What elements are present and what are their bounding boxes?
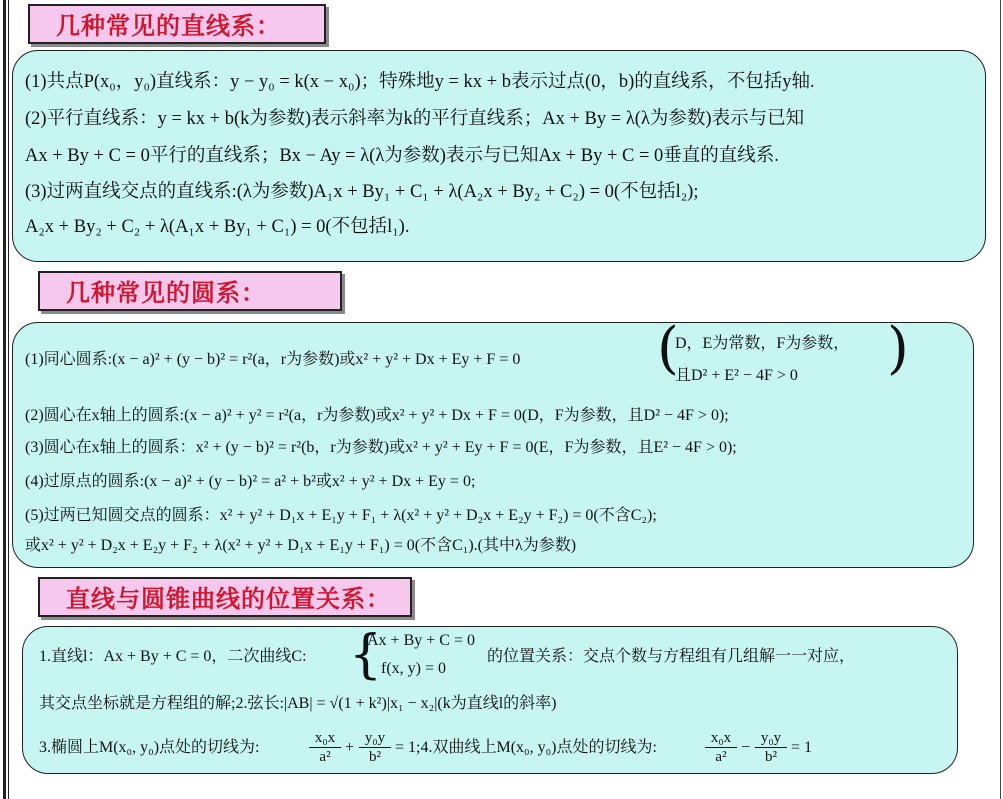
left-paren-bracket: ( bbox=[657, 316, 679, 381]
fraction-x0x-a2-hyperbola: x₀x a² bbox=[705, 729, 737, 766]
fraction-y0y-b2-hyperbola: y₀y b² bbox=[755, 729, 787, 766]
page-right-border bbox=[1000, 0, 1001, 799]
page-left-border bbox=[3, 0, 6, 799]
minus-sign: − bbox=[741, 739, 751, 756]
circle-system-item-3: (3)圆心在x轴上的圆系：x² + (y − b)² = r²(b，r为参数)或x² + y² + Ey + F = 0(E，F为参数，且E² − 4F > 0); bbox=[25, 439, 737, 456]
circle-system-item-5: (5)过两已知圆交点的圆系：x² + y² + D₁x + E₁y + F₁ + λ(x² + y² + D₂x + E₂y + F₂) = 0(不含C₂); bbox=[25, 507, 657, 524]
hyperbola-equals-one: = 1 bbox=[791, 739, 813, 756]
circle-system-item-5-cont: 或x² + y² + D₂x + E₂y + F₂ + λ(x² + y² + D₁x + E₁y + F₁) = 0(不含C₁).(其中λ为参数) bbox=[25, 537, 577, 554]
section-title-line-systems: 几种常见的直线系： bbox=[28, 4, 326, 44]
circle-system-item-1-cond-a: D，E为常数，F为参数， bbox=[675, 335, 850, 352]
conic-item-2-chord: 其交点坐标就是方程组的解;2.弦长:|AB| = √(1 + k²)|x₁ − x₂|(k为直线l的斜率) bbox=[39, 695, 557, 712]
circle-system-item-1-cond-b: 且D² + E² − 4F > 0 bbox=[675, 367, 798, 384]
circle-system-item-2: (2)圆心在x轴上的圆系:(x − a)² + y² = r²(a，r为参数)或x² + y² + Dx + F = 0(D，F为参数，且D² − 4F > 0); bbox=[25, 407, 729, 424]
section-title-circle-systems: 几种常见的圆系： bbox=[38, 271, 342, 311]
line-system-item-1: (1)共点P(x₀，y₀)直线系：y − y₀ = k(x − x₀)；特殊地y = kx + b表示过点(0，b)的直线系，不包括y轴. bbox=[25, 72, 815, 92]
circle-system-item-4: (4)过原点的圆系:(x − a)² + (y − b)² = a² + b²或x² + y² + Dx + Ey = 0; bbox=[25, 473, 476, 490]
line-system-item-2-cont: Ax + By + C = 0平行的直线系；Bx − Ay = λ(λ为参数)表示与已知Ax + By + C = 0垂直的直线系. bbox=[25, 146, 779, 166]
conic-item-3-ellipse-label: 3.椭圆上M(x₀, y₀)点处的切线为: bbox=[39, 739, 260, 756]
circle-systems-panel bbox=[12, 316, 974, 568]
conic-item-1-relation: 的位置关系：交点个数与方程组有几组解一一对应， bbox=[487, 648, 856, 665]
line-system-item-2: (2)平行直线系：y = kx + b(k为参数)表示斜率为k的平行直线系；Ax + By = λ(λ为参数)表示与已知 bbox=[25, 109, 805, 129]
conic-item-4-hyperbola-label: = 1;4.双曲线上M(x₀, y₀)点处的切线为: bbox=[395, 739, 657, 756]
fraction-x0x-a2: x₀x a² bbox=[309, 729, 341, 766]
section-title-line-conic-relation: 直线与圆锥曲线的位置关系： bbox=[38, 577, 412, 617]
system-equation-b: f(x, y) = 0 bbox=[381, 660, 447, 677]
conic-item-1-intro: 1.直线l：Ax + By + C = 0，二次曲线C: bbox=[39, 648, 307, 665]
plus-sign: + bbox=[345, 739, 355, 756]
line-system-item-3-cont: A₂x + By₂ + C₂ + λ(A₁x + By₁ + C₁) = 0(不包括l₁). bbox=[25, 217, 410, 237]
circle-system-item-1: (1)同心圆系:(x − a)² + (y − b)² = r²(a，r为参数)或x² + y² + Dx + Ey + F = 0 bbox=[25, 351, 521, 368]
fraction-y0y-b2: y₀y b² bbox=[359, 729, 391, 766]
line-systems-panel bbox=[12, 50, 986, 262]
page-left-border-inner bbox=[8, 0, 9, 799]
system-brace: { bbox=[349, 625, 383, 685]
line-conic-panel bbox=[22, 626, 958, 774]
system-equation-a: Ax + By + C = 0 bbox=[367, 632, 475, 649]
right-paren-bracket: ) bbox=[887, 316, 909, 381]
line-system-item-3: (3)过两直线交点的直线系:(λ为参数)A₁x + By₁ + C₁ + λ(A₂x + By₂ + C₂) = 0(不包括l₂); bbox=[25, 182, 699, 202]
